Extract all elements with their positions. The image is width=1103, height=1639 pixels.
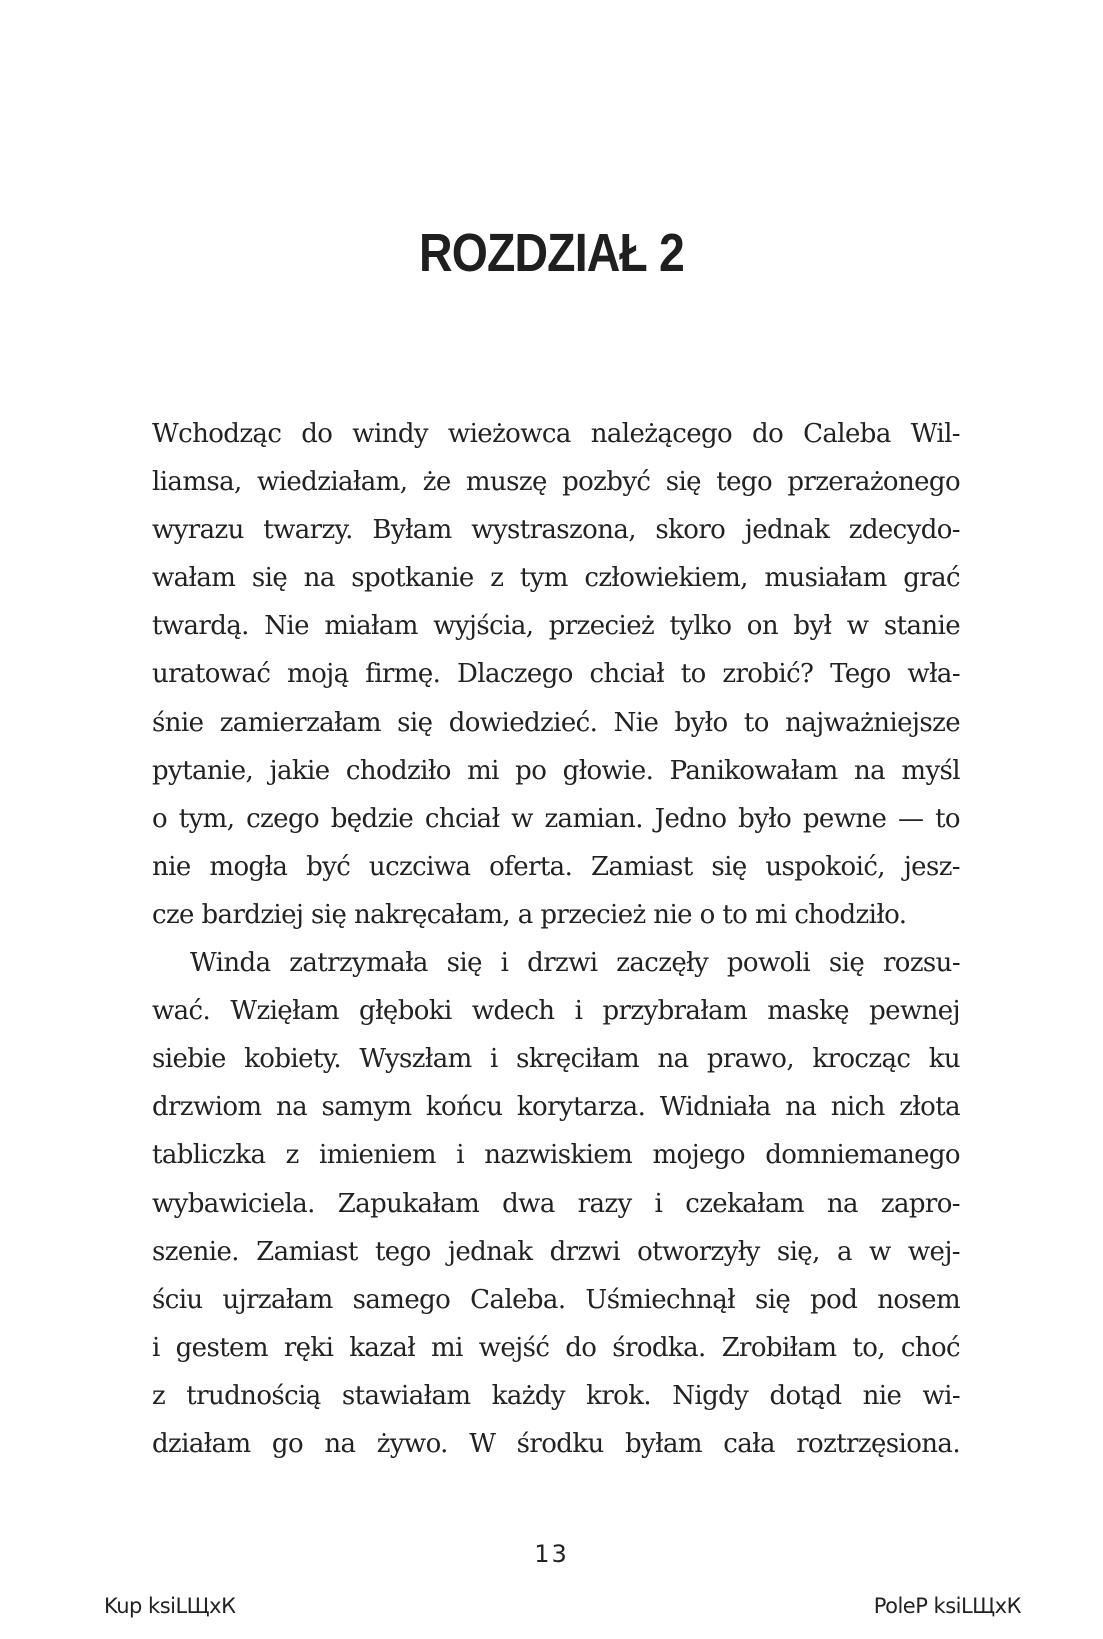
text-line: cze bardziej się nakręcałam, a przecież nie o to mi chodziło. (152, 899, 907, 930)
text-line: wałam się na spotkanie z tym człowiekiem, musiałam grać (152, 563, 960, 594)
text-line: o tym, czego będzie chciał w zamian. Jedno było pewne — to (152, 803, 960, 834)
text-line: Winda zatrzymała się i drzwi zaczęły powoli się rozsu- (190, 948, 960, 979)
paragraph-1 (152, 410, 960, 939)
text-line: działam go na żywo. W środku byłam cała roztrzęsiona. (152, 1428, 960, 1459)
body-text (152, 410, 960, 1468)
text-line: z trudnością stawiałam każdy krok. Nigdy dotąd nie wi- (152, 1380, 960, 1411)
page-number: 13 (534, 1540, 569, 1568)
recommend-book-link[interactable]: PoleP ksiLЩхК (873, 1594, 1021, 1618)
text-line: wybawiciela. Zapukałam dwa razy i czekałam na zapro- (152, 1188, 960, 1219)
text-line: uratować moją firmę. Dlaczego chciał to zrobić? Tego wła- (152, 659, 960, 690)
text-line: i gestem ręki kazał mi wejść do środka. Zrobiłam to, choć (152, 1332, 960, 1363)
paragraph-2 (152, 939, 960, 1468)
text-line: pytanie, jakie chodziło mi po głowie. Panikowałam na myśl (152, 755, 960, 786)
text-line: tabliczka z imieniem i nazwiskiem mojego domniemanego (152, 1140, 960, 1171)
text-line: szenie. Zamiast tego jednak drzwi otworzyły się, a w wej- (152, 1236, 960, 1267)
text-line: śnie zamierzałam się dowiedzieć. Nie było to najważniejsze (152, 707, 960, 738)
text-line: twardą. Nie miałam wyjścia, przecież tylko on był w stanie (152, 611, 960, 642)
text-line: wać. Wzięłam głęboki wdech i przybrałam maskę pewnej (152, 996, 960, 1027)
text-line: nie mogła być uczciwa oferta. Zamiast się uspokoić, jesz- (152, 851, 960, 882)
chapter-title: ROZDZIAŁ 2 (419, 223, 684, 283)
buy-book-link[interactable]: Kup ksiLЩхК (104, 1594, 236, 1618)
text-line: liamsa, wiedziałam, że muszę pozbyć się tego przerażonego (152, 467, 960, 498)
text-line: Wchodząc do windy wieżowca należącego do Caleba Wil- (152, 419, 960, 449)
text-line: drzwiom na samym końcu korytarza. Widniała na nich złota (152, 1092, 960, 1123)
text-line: wyrazu twarzy. Byłam wystraszona, skoro jednak zdecydo- (152, 515, 960, 546)
text-line: ściu ujrzałam samego Caleba. Uśmiechnął się pod nosem (152, 1284, 960, 1315)
text-line: siebie kobiety. Wyszłam i skręciłam na prawo, krocząc ku (152, 1044, 960, 1075)
